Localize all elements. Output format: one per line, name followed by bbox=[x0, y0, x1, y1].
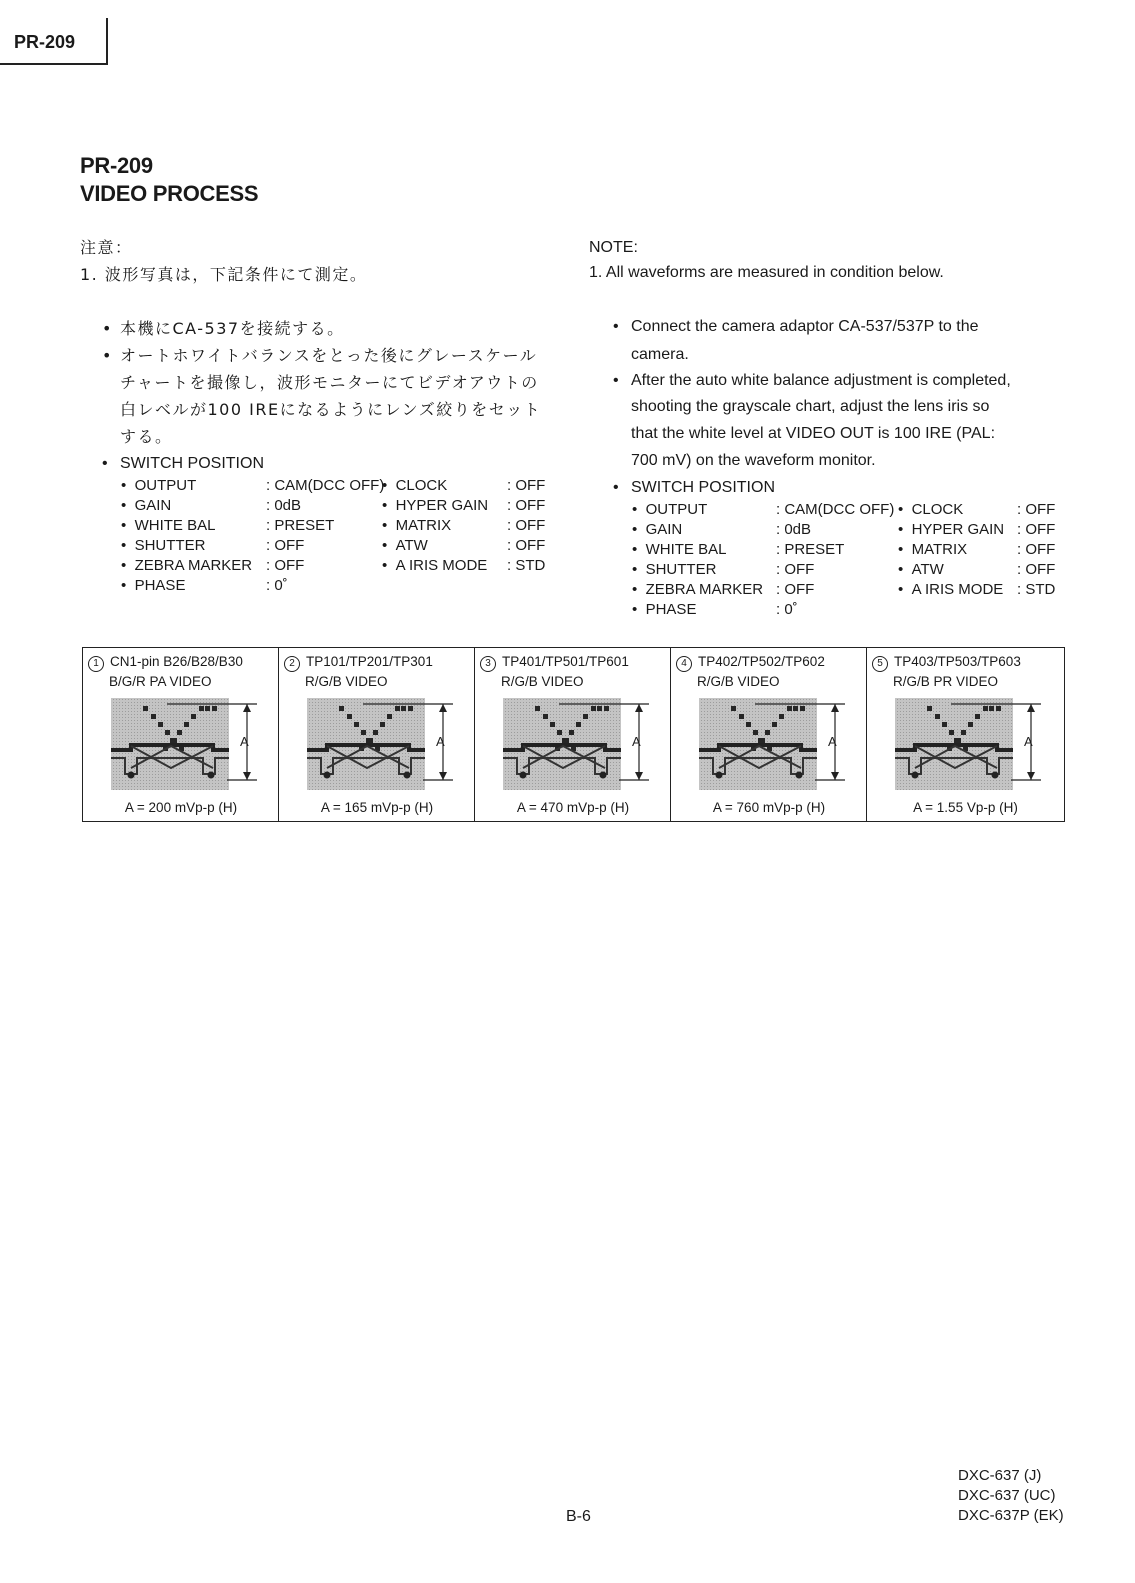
jp-switch-white-bal-value: : PRESET bbox=[266, 517, 335, 534]
jp-note-item-1: 1. 波形写真は，下記条件にて測定。 bbox=[80, 265, 368, 284]
switch-name: OUTPUT bbox=[134, 477, 197, 494]
waveform-points-text: TP402/TP502/TP602 bbox=[698, 654, 825, 669]
jp-switch-heading bbox=[102, 450, 264, 477]
en-switch-gain bbox=[632, 520, 682, 540]
waveform-points-text: TP401/TP501/TP601 bbox=[502, 654, 629, 669]
en-switch-iris bbox=[898, 580, 1003, 600]
en-switch-matrix bbox=[898, 540, 967, 560]
jp-switch-heading-text: SWITCH POSITION bbox=[120, 455, 264, 472]
bullet-dot-icon: • bbox=[898, 521, 912, 538]
page-title bbox=[80, 152, 258, 208]
en-switch-zebra bbox=[632, 580, 763, 600]
waveform-1-signal: B/G/R PA VIDEO bbox=[109, 674, 212, 689]
waveform-panel-1 bbox=[83, 648, 279, 821]
bullet-dot-icon: • bbox=[102, 319, 113, 338]
tab-divider-horizontal bbox=[0, 63, 108, 65]
bullet-dot-icon: • bbox=[382, 477, 396, 494]
waveform-photo-icon bbox=[695, 696, 855, 794]
en-switch-clock bbox=[898, 500, 963, 520]
bullet-dot-icon: • bbox=[632, 581, 646, 598]
waveform-2-signal: R/G/B VIDEO bbox=[305, 674, 388, 689]
waveform-3-points bbox=[480, 654, 629, 672]
waveform-panel-4 bbox=[671, 648, 867, 821]
jp-bullet-2 bbox=[102, 342, 537, 369]
tab-divider-vertical bbox=[106, 18, 108, 64]
en-bullet-1-line-1: Connect the camera adaptor CA-537/537P to the bbox=[631, 318, 979, 335]
jp-switch-zebra-value: : OFF bbox=[266, 557, 305, 574]
waveform-4-signal: R/G/B VIDEO bbox=[697, 674, 780, 689]
en-bullet-1 bbox=[613, 313, 978, 340]
en-bullet-2 bbox=[613, 367, 1011, 394]
jp-switch-matrix bbox=[382, 516, 451, 536]
jp-switch-gain-value: : 0dB bbox=[266, 497, 302, 514]
circled-number-icon: 5 bbox=[872, 656, 888, 672]
circled-number-icon: 4 bbox=[676, 656, 692, 672]
circled-number-icon: 1 bbox=[88, 656, 104, 672]
waveform-3-measurement: A = 470 mVp-p (H) bbox=[516, 800, 630, 815]
jp-switch-clock-value: : OFF bbox=[507, 477, 546, 494]
waveform-photo-icon bbox=[107, 696, 267, 794]
switch-name: SHUTTER bbox=[134, 537, 206, 554]
en-bullet-2-line-4: 700 mV) on the waveform monitor. bbox=[631, 452, 876, 469]
bullet-dot-icon: • bbox=[382, 557, 396, 574]
en-bullet-2-line-3: that the white level at VIDEO OUT is 100 IRE (PAL: bbox=[631, 425, 996, 442]
circled-number-icon: 2 bbox=[284, 656, 300, 672]
waveform-panel-3 bbox=[475, 648, 671, 821]
waveform-5-points bbox=[872, 654, 1021, 672]
model-ek: DXC-637P (EK) bbox=[958, 1507, 1064, 1524]
switch-name: PHASE bbox=[134, 577, 186, 594]
switch-name: A IRIS MODE bbox=[911, 581, 1004, 598]
header-tab bbox=[0, 18, 108, 64]
jp-bullet-2-line-3: 白レベルが100 IREになるようにレンズ絞りをセット bbox=[120, 400, 542, 419]
en-switch-atw-value: : OFF bbox=[1017, 561, 1056, 578]
switch-name: CLOCK bbox=[395, 477, 448, 494]
en-switch-output-value: : CAM(DCC OFF) bbox=[776, 501, 895, 518]
switch-name: SHUTTER bbox=[645, 561, 717, 578]
model-uc: DXC-637 (UC) bbox=[958, 1487, 1056, 1504]
en-switch-clock-value: : OFF bbox=[1017, 501, 1056, 518]
bullet-dot-icon: • bbox=[382, 537, 396, 554]
en-bullet-2-line-2: shooting the grayscale chart, adjust the lens iris so bbox=[631, 398, 990, 415]
bullet-dot-icon: • bbox=[613, 318, 619, 335]
waveform-1-measurement: A = 200 mVp-p (H) bbox=[124, 800, 238, 815]
jp-switch-phase-value: : 0˚ bbox=[266, 577, 288, 594]
en-switch-white-bal-value: : PRESET bbox=[776, 541, 845, 558]
waveform-1-points bbox=[88, 654, 243, 672]
jp-switch-shutter bbox=[121, 536, 205, 556]
jp-bullet-2-line-4: する。 bbox=[120, 427, 173, 446]
bullet-dot-icon: • bbox=[121, 477, 135, 494]
bullet-dot-icon: • bbox=[898, 561, 912, 578]
waveform-4-measurement: A = 760 mVp-p (H) bbox=[712, 800, 826, 815]
jp-bullet-1 bbox=[102, 315, 345, 342]
en-switch-zebra-value: : OFF bbox=[776, 581, 815, 598]
header-tab-label: PR-209 bbox=[14, 32, 76, 52]
jp-switch-output-value: : CAM(DCC OFF) bbox=[266, 477, 385, 494]
title-name: VIDEO PROCESS bbox=[80, 181, 259, 206]
bullet-dot-icon: • bbox=[121, 537, 135, 554]
jp-bullet-2-line-2: チャートを撮像し，波形モニターにてビデオアウトの bbox=[120, 373, 539, 392]
waveform-panels bbox=[82, 647, 1065, 822]
jp-switch-clock bbox=[382, 476, 447, 496]
waveform-2-points bbox=[284, 654, 433, 672]
en-switch-gain-value: : 0dB bbox=[776, 521, 812, 538]
bullet-dot-icon: • bbox=[632, 521, 646, 538]
waveform-panel-2 bbox=[279, 648, 475, 821]
switch-name: CLOCK bbox=[911, 501, 964, 518]
switch-name: ATW bbox=[911, 561, 944, 578]
waveform-points-text: TP403/TP503/TP603 bbox=[894, 654, 1021, 669]
bullet-dot-icon: • bbox=[898, 541, 912, 558]
waveform-2-measurement: A = 165 mVp-p (H) bbox=[320, 800, 434, 815]
bullet-dot-icon: • bbox=[121, 577, 135, 594]
waveform-5-signal: R/G/B PR VIDEO bbox=[893, 674, 999, 689]
switch-name: ZEBRA MARKER bbox=[645, 581, 764, 598]
en-switch-atw bbox=[898, 560, 944, 580]
bullet-dot-icon: • bbox=[613, 479, 619, 496]
waveform-photo-icon bbox=[891, 696, 1051, 794]
jp-switch-hyper-gain-value: : OFF bbox=[507, 497, 546, 514]
switch-name: PHASE bbox=[645, 601, 697, 618]
switch-name: HYPER GAIN bbox=[911, 521, 1005, 538]
waveform-4-points bbox=[676, 654, 825, 672]
jp-bullet-1-text: 本機にCA-537を接続する。 bbox=[120, 319, 345, 338]
switch-name: MATRIX bbox=[911, 541, 968, 558]
jp-switch-hyper-gain bbox=[382, 496, 488, 516]
model-j: DXC-637 (J) bbox=[958, 1467, 1042, 1484]
switch-name: ZEBRA MARKER bbox=[134, 557, 253, 574]
bullet-dot-icon: • bbox=[898, 581, 912, 598]
bullet-dot-icon: • bbox=[382, 497, 396, 514]
waveform-points-text: CN1-pin B26/B28/B30 bbox=[110, 654, 243, 669]
en-switch-heading bbox=[613, 474, 775, 501]
waveform-panel-5 bbox=[867, 648, 1064, 821]
jp-switch-zebra bbox=[121, 556, 252, 576]
en-switch-hyper-gain-value: : OFF bbox=[1017, 521, 1056, 538]
switch-name: HYPER GAIN bbox=[395, 497, 489, 514]
jp-switch-shutter-value: : OFF bbox=[266, 537, 305, 554]
switch-name: ATW bbox=[395, 537, 428, 554]
en-switch-shutter-value: : OFF bbox=[776, 561, 815, 578]
jp-note-heading: 注意： bbox=[80, 238, 133, 257]
waveform-points-text: TP101/TP201/TP301 bbox=[306, 654, 433, 669]
en-switch-white-bal bbox=[632, 540, 726, 560]
jp-switch-atw bbox=[382, 536, 428, 556]
page-number: B-6 bbox=[566, 1508, 591, 1525]
switch-name: WHITE BAL bbox=[645, 541, 727, 558]
waveform-photo-icon bbox=[499, 696, 659, 794]
switch-name: GAIN bbox=[134, 497, 172, 514]
circled-number-icon: 3 bbox=[480, 656, 496, 672]
bullet-dot-icon: • bbox=[898, 501, 912, 518]
en-switch-phase bbox=[632, 600, 696, 620]
waveform-3-signal: R/G/B VIDEO bbox=[501, 674, 584, 689]
bullet-dot-icon: • bbox=[632, 561, 646, 578]
bullet-dot-icon: • bbox=[121, 557, 135, 574]
en-switch-hyper-gain bbox=[898, 520, 1004, 540]
jp-switch-iris-value: : STD bbox=[507, 557, 546, 574]
en-switch-iris-value: : STD bbox=[1017, 581, 1056, 598]
bullet-dot-icon: • bbox=[632, 501, 646, 518]
jp-bullet-2-line-1: オートホワイトバランスをとった後にグレースケール bbox=[120, 346, 538, 365]
switch-name: MATRIX bbox=[395, 517, 452, 534]
switch-name: OUTPUT bbox=[645, 501, 708, 518]
en-switch-phase-value: : 0˚ bbox=[776, 601, 798, 618]
bullet-dot-icon: • bbox=[632, 601, 646, 618]
bullet-dot-icon: • bbox=[382, 517, 396, 534]
switch-name: GAIN bbox=[645, 521, 683, 538]
bullet-dot-icon: • bbox=[102, 346, 113, 365]
bullet-dot-icon: • bbox=[613, 372, 619, 389]
jp-switch-white-bal bbox=[121, 516, 215, 536]
en-switch-matrix-value: : OFF bbox=[1017, 541, 1056, 558]
switch-name: A IRIS MODE bbox=[395, 557, 488, 574]
waveform-photo-icon bbox=[303, 696, 463, 794]
jp-switch-atw-value: : OFF bbox=[507, 537, 546, 554]
en-switch-heading-text: SWITCH POSITION bbox=[631, 479, 775, 496]
jp-switch-output bbox=[121, 476, 196, 496]
en-note-heading: NOTE: bbox=[589, 239, 638, 256]
en-note-item-1: 1. All waveforms are measured in condition below. bbox=[589, 264, 944, 281]
en-switch-shutter bbox=[632, 560, 716, 580]
switch-name: WHITE BAL bbox=[134, 517, 216, 534]
title-code: PR-209 bbox=[80, 153, 153, 178]
en-bullet-1-line-2: camera. bbox=[631, 346, 689, 363]
bullet-dot-icon: • bbox=[121, 497, 135, 514]
bullet-dot-icon: • bbox=[632, 541, 646, 558]
jp-switch-phase bbox=[121, 576, 185, 596]
en-bullet-2-line-1: After the auto white balance adjustment is completed, bbox=[631, 372, 1011, 389]
en-switch-output bbox=[632, 500, 707, 520]
bullet-dot-icon: • bbox=[121, 517, 135, 534]
jp-switch-iris bbox=[382, 556, 487, 576]
jp-switch-gain bbox=[121, 496, 171, 516]
waveform-5-measurement: A = 1.55 Vp-p (H) bbox=[913, 800, 1018, 815]
jp-switch-matrix-value: : OFF bbox=[507, 517, 546, 534]
bullet-dot-icon: • bbox=[102, 455, 108, 472]
